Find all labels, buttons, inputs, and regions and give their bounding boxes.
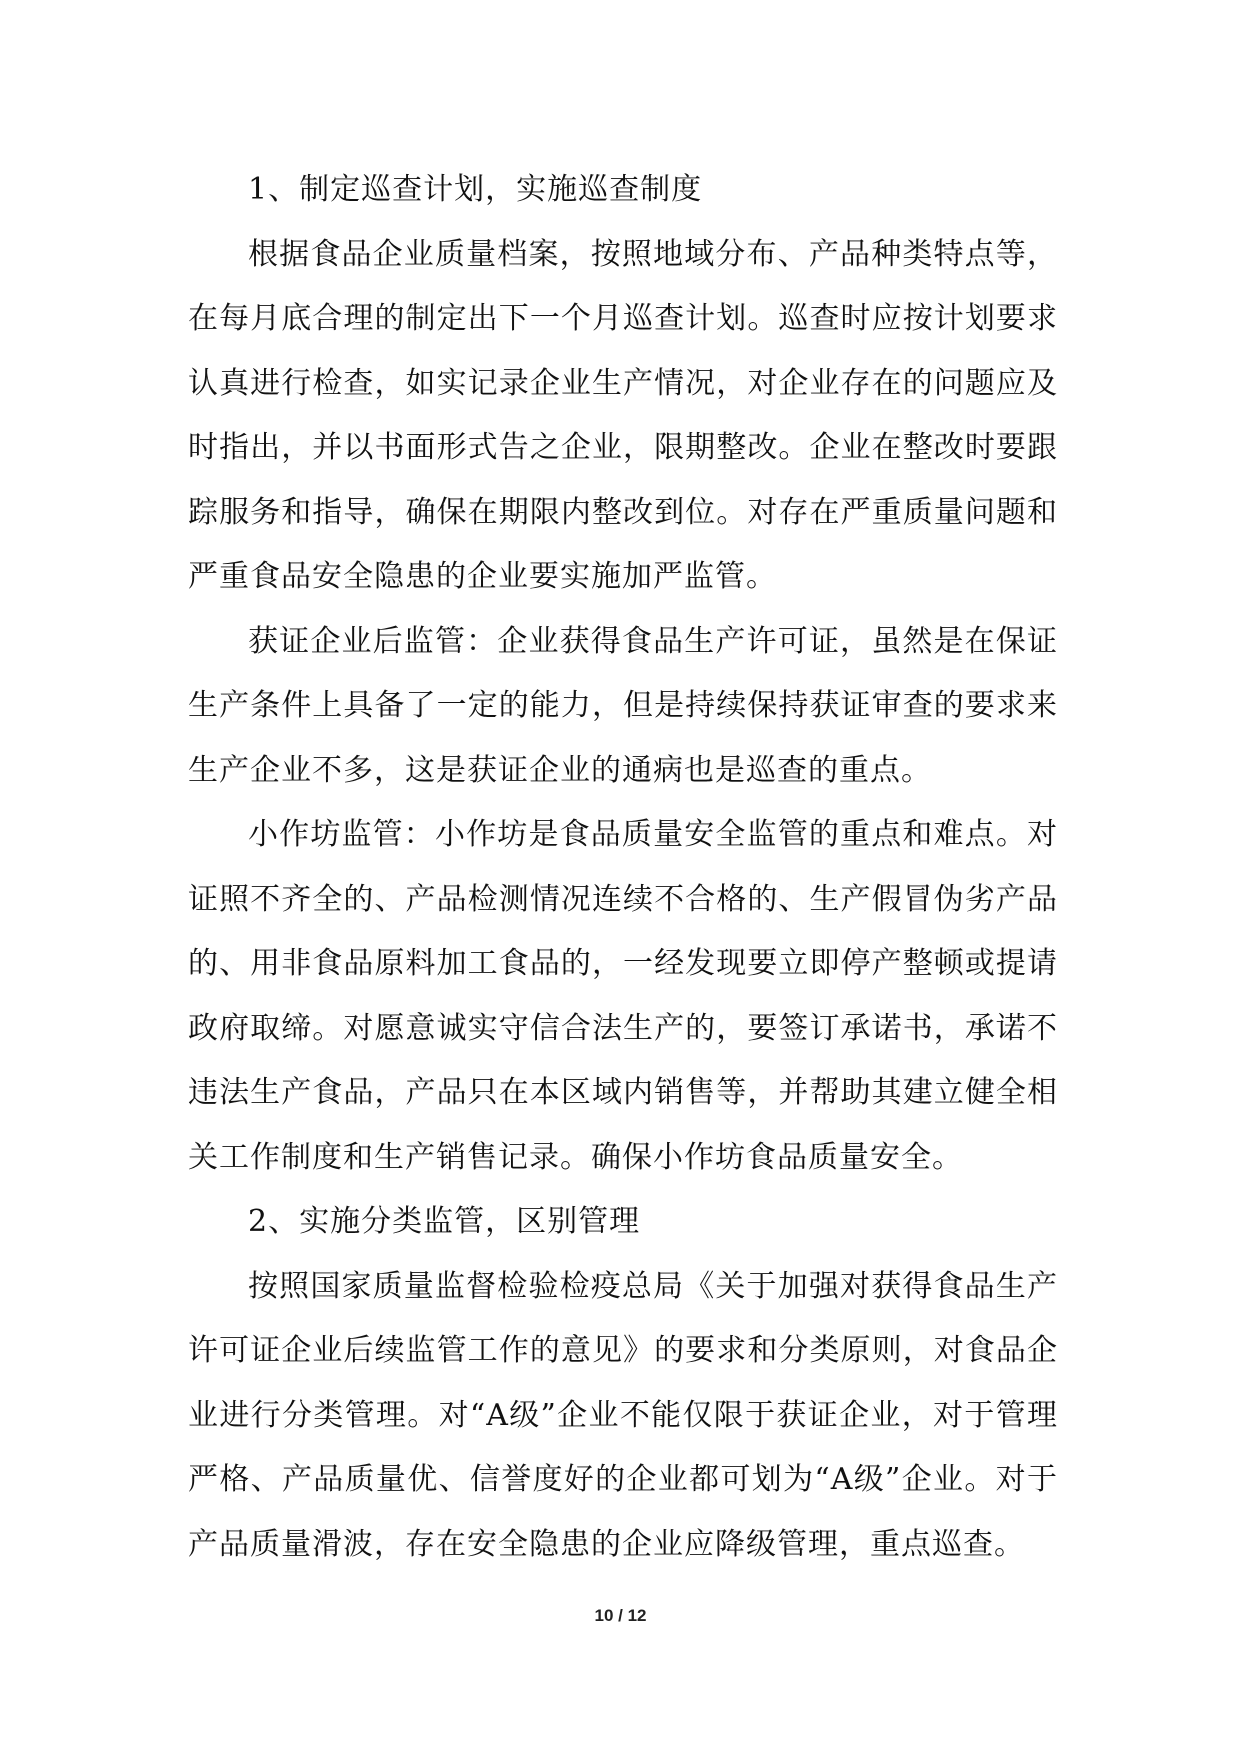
- page-number: 10 / 12: [594, 1606, 647, 1625]
- paragraph-inspection-plan: 根据食品企业质量档案，按照地域分布、产品种类特点等，在每月底合理的制定出下一个月巡查计划。巡查时应按计划要求认真进行检查，如实记录企业生产情况，对企业存在的问题应及时指出，并以书面形式告之企业，限期整改。企业在整改时要跟踪服务和指导，确保在期限内整改到位。对存在严重质量问题和严重食品安全隐患的企业要实施加严监管。: [188, 236, 1058, 594]
- document-body: [188, 158, 1058, 1577]
- section-heading-2: 2、实施分类监管，区别管理: [248, 1204, 641, 1239]
- paragraph-classified-supervision: 按照国家质量监督检验检疫总局《关于加强对获得食品生产许可证企业后续监管工作的意见》的要求和分类原则，对食品企业进行分类管理。对“A级”企业不能仅限于获证企业，对于管理严格、产品质量优、信誉度好的企业都可划为“A级”企业。对于产品质量滑波，存在安全隐患的企业应降级管理，重点巡查。: [188, 1268, 1058, 1562]
- section-heading-1: 1、制定巡查计划，实施巡查制度: [248, 172, 703, 207]
- paragraph-certified-enterprise-supervision: 获证企业后监管：企业获得食品生产许可证，虽然是在保证生产条件上具备了一定的能力，但是持续保持获证审查的要求来生产企业不多，这是获证企业的通病也是巡查的重点。: [188, 623, 1058, 788]
- paragraph-small-workshop-supervision: 小作坊监管：小作坊是食品质量安全监管的重点和难点。对证照不齐全的、产品检测情况连续不合格的、生产假冒伪劣产品的、用非食品原料加工食品的，一经发现要立即停产整顿或提请政府取缔。对愿意诚实守信合法生产的，要签订承诺书，承诺不违法生产食品，产品只在本区域内销售等，并帮助其建立健全相关工作制度和生产销售记录。确保小作坊食品质量安全。: [188, 817, 1058, 1175]
